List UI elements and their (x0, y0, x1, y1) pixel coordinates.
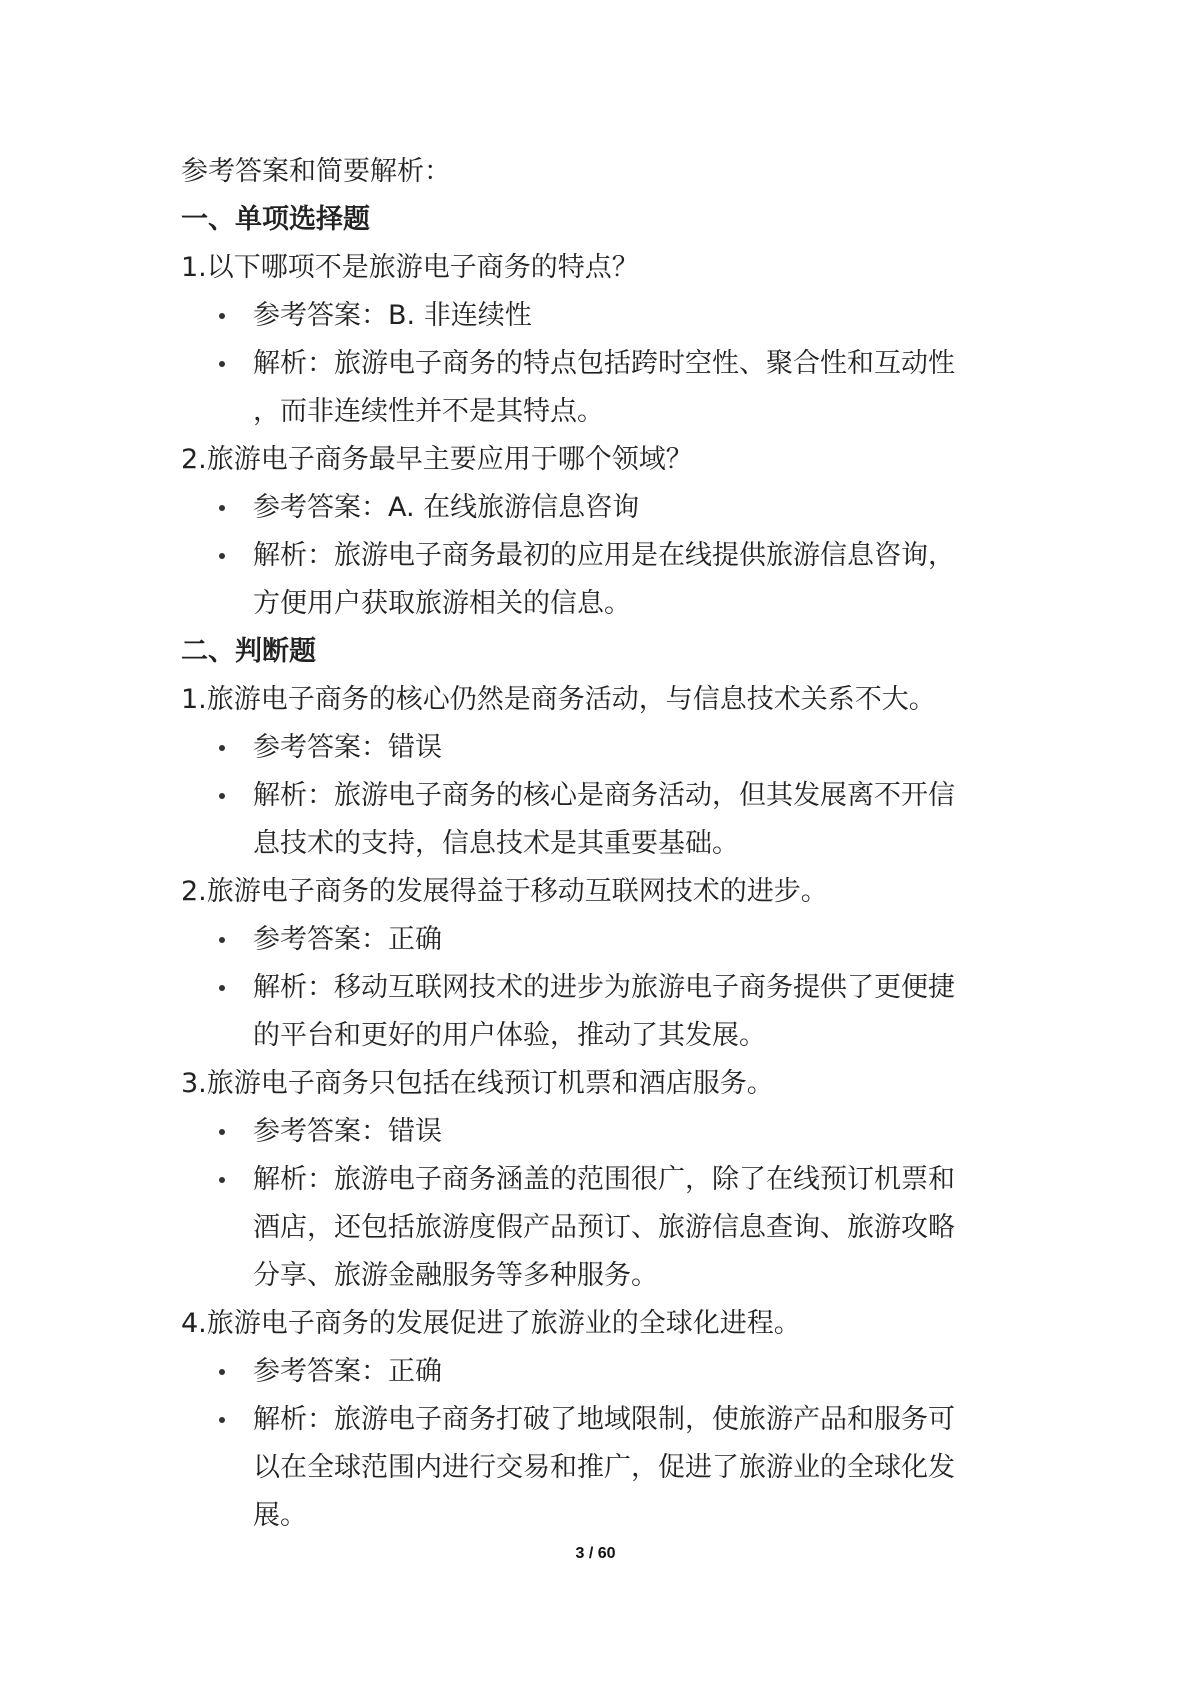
page-total: 60 (597, 1545, 616, 1562)
page-separator: / (588, 1545, 594, 1562)
bullet-icon (219, 1129, 225, 1135)
answer-text: 参考答案：正确 (253, 924, 442, 955)
bullet-icon (219, 793, 225, 799)
document-body (181, 148, 1031, 1540)
section-single-choice (181, 196, 1031, 628)
answer-item (181, 484, 1031, 532)
question-block (181, 1060, 1031, 1300)
analysis-text: 解析：旅游电子商务的核心是商务活动，但其发展离不开信 (253, 780, 955, 811)
question-text: 3.旅游电子商务只包括在线预订机票和酒店服务。 (181, 1068, 774, 1099)
question-text: 1.以下哪项不是旅游电子商务的特点？ (181, 252, 639, 283)
bullet-icon (219, 505, 225, 511)
answer-text: 参考答案：B. 非连续性 (253, 300, 532, 331)
analysis-item (181, 1156, 1031, 1204)
analysis-text: 解析：旅游电子商务的特点包括跨时空性、聚合性和互动性 (253, 348, 955, 379)
answer-item (181, 724, 1031, 772)
answer-text: 参考答案：A. 在线旅游信息咨询 (253, 492, 640, 523)
question-text: 2.旅游电子商务最早主要应用于哪个领域？ (181, 444, 693, 475)
question-text: 2.旅游电子商务的发展得益于移动互联网技术的进步。 (181, 876, 828, 907)
section-true-false (181, 628, 1031, 1540)
analysis-item (181, 964, 1031, 1012)
answer-text: 参考答案：错误 (253, 1116, 442, 1147)
question-text: 4.旅游电子商务的发展促进了旅游业的全球化进程。 (181, 1308, 801, 1339)
analysis-text-continued: 展。 (253, 1500, 307, 1531)
answer-text: 参考答案：错误 (253, 732, 442, 763)
question-block (181, 676, 1031, 868)
bullet-icon (219, 1369, 225, 1375)
answer-item (181, 292, 1031, 340)
question-block (181, 868, 1031, 1060)
analysis-text: 解析：旅游电子商务涵盖的范围很广，除了在线预订机票和 (253, 1164, 955, 1195)
analysis-text: 解析：移动互联网技术的进步为旅游电子商务提供了更便捷 (253, 972, 955, 1003)
analysis-text: 解析：旅游电子商务最初的应用是在线提供旅游信息咨询， (253, 540, 955, 571)
analysis-item (181, 340, 1031, 388)
bullet-icon (219, 553, 225, 559)
bullet-icon (219, 1417, 225, 1423)
page-number (0, 1545, 1191, 1563)
answer-item (181, 1108, 1031, 1156)
analysis-text-continued: 方便用户获取旅游相关的信息。 (253, 588, 631, 619)
section-title: 一、单项选择题 (181, 204, 370, 235)
bullet-icon (219, 985, 225, 991)
analysis-text-continued: 的平台和更好的用户体验，推动了其发展。 (253, 1020, 766, 1051)
question-block (181, 1300, 1031, 1540)
question-text: 1.旅游电子商务的核心仍然是商务活动，与信息技术关系不大。 (181, 684, 936, 715)
bullet-icon (219, 745, 225, 751)
bullet-icon (219, 937, 225, 943)
bullet-icon (219, 361, 225, 367)
bullet-icon (219, 1177, 225, 1183)
question-block (181, 244, 1031, 436)
analysis-text: 解析：旅游电子商务打破了地域限制，使旅游产品和服务可 (253, 1404, 955, 1435)
analysis-item (181, 532, 1031, 580)
answer-item (181, 1348, 1031, 1396)
analysis-text-continued: 息技术的支持，信息技术是其重要基础。 (253, 828, 739, 859)
question-block (181, 436, 1031, 628)
analysis-item (181, 772, 1031, 820)
analysis-text-continued: 酒店，还包括旅游度假产品预订、旅游信息查询、旅游攻略 (253, 1212, 955, 1243)
page-current: 3 (575, 1545, 585, 1562)
bullet-icon (219, 313, 225, 319)
analysis-text-continued: ，而非连续性并不是其特点。 (253, 396, 604, 427)
answer-item (181, 916, 1031, 964)
analysis-text-continued: 分享、旅游金融服务等多种服务。 (253, 1260, 658, 1291)
section-title: 二、判断题 (181, 636, 316, 667)
analysis-text-continued: 以在全球范围内进行交易和推广，促进了旅游业的全球化发 (253, 1452, 955, 1483)
answer-text: 参考答案：正确 (253, 1356, 442, 1387)
analysis-item (181, 1396, 1031, 1444)
intro-heading: 参考答案和简要解析： (181, 156, 451, 187)
